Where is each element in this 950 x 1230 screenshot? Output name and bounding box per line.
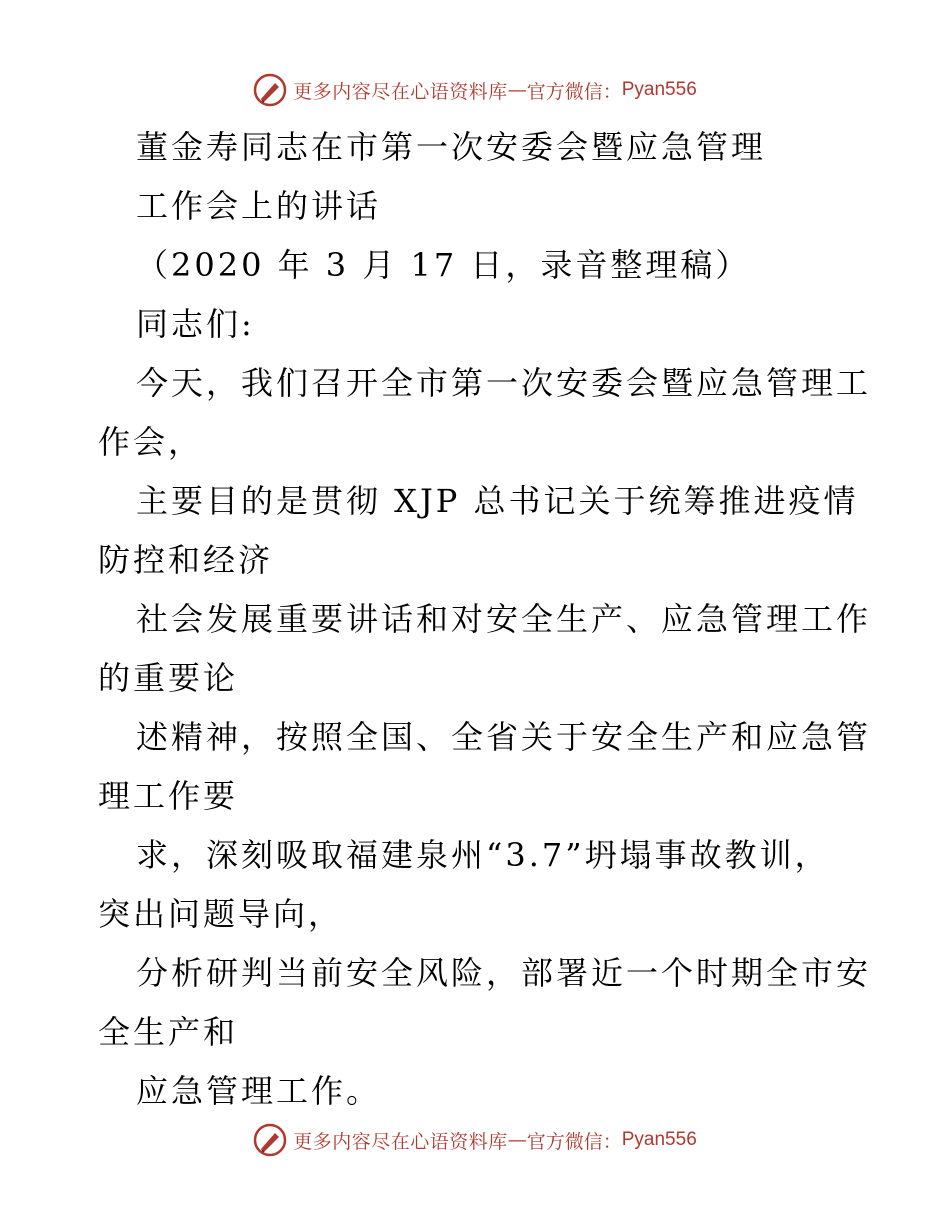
pen-logo-icon	[253, 73, 287, 107]
doc-line: 理工作要	[98, 777, 239, 815]
doc-line: 董金寿同志在市第一次安委会暨应急管理	[136, 128, 767, 166]
watermark-dash: —	[507, 1129, 527, 1151]
doc-line: 求，深刻吸取福建泉州“3.7”坍塌事故教训，	[136, 836, 830, 874]
document-body	[98, 118, 872, 1121]
doc-line: 工作会上的讲话	[136, 187, 382, 225]
doc-line: 的重要论	[98, 659, 239, 697]
watermark-wechat-label: 官方微信：	[526, 80, 622, 103]
watermark-wechat-label: 官方微信：	[526, 1130, 622, 1153]
doc-line: 主要目的是贯彻 XJP 总书记关于统筹推进疫情	[136, 482, 859, 520]
doc-line: 同志们:	[136, 305, 255, 343]
doc-line: 分析研判当前安全风险，部署近一个时期全市安	[136, 954, 872, 992]
doc-line: 突出问题导向，	[98, 895, 344, 933]
doc-line: 防控和经济	[98, 541, 274, 579]
watermark-banner-bottom	[0, 1122, 950, 1158]
watermark-wechat-id: Pyan556	[621, 1129, 697, 1150]
doc-line: （2020 年 3 月 17 日，录音整理稿）	[136, 246, 751, 284]
watermark-dash: —	[507, 79, 527, 101]
watermark-text: 更多内容尽在心语资料库	[293, 1130, 508, 1153]
doc-line: 社会发展重要讲话和对安全生产、应急管理工作	[136, 600, 872, 638]
doc-line: 作会，	[98, 423, 204, 461]
pen-logo-icon	[253, 1123, 287, 1157]
doc-line: 今天，我们召开全市第一次安委会暨应急管理工	[136, 364, 872, 402]
watermark-wechat-id: Pyan556	[621, 79, 697, 100]
doc-line: 应急管理工作。	[136, 1072, 382, 1110]
watermark-text: 更多内容尽在心语资料库	[293, 80, 508, 103]
watermark-banner-top	[0, 72, 950, 108]
doc-line: 全生产和	[98, 1013, 239, 1051]
doc-line: 述精神，按照全国、全省关于安全生产和应急管	[136, 718, 872, 756]
